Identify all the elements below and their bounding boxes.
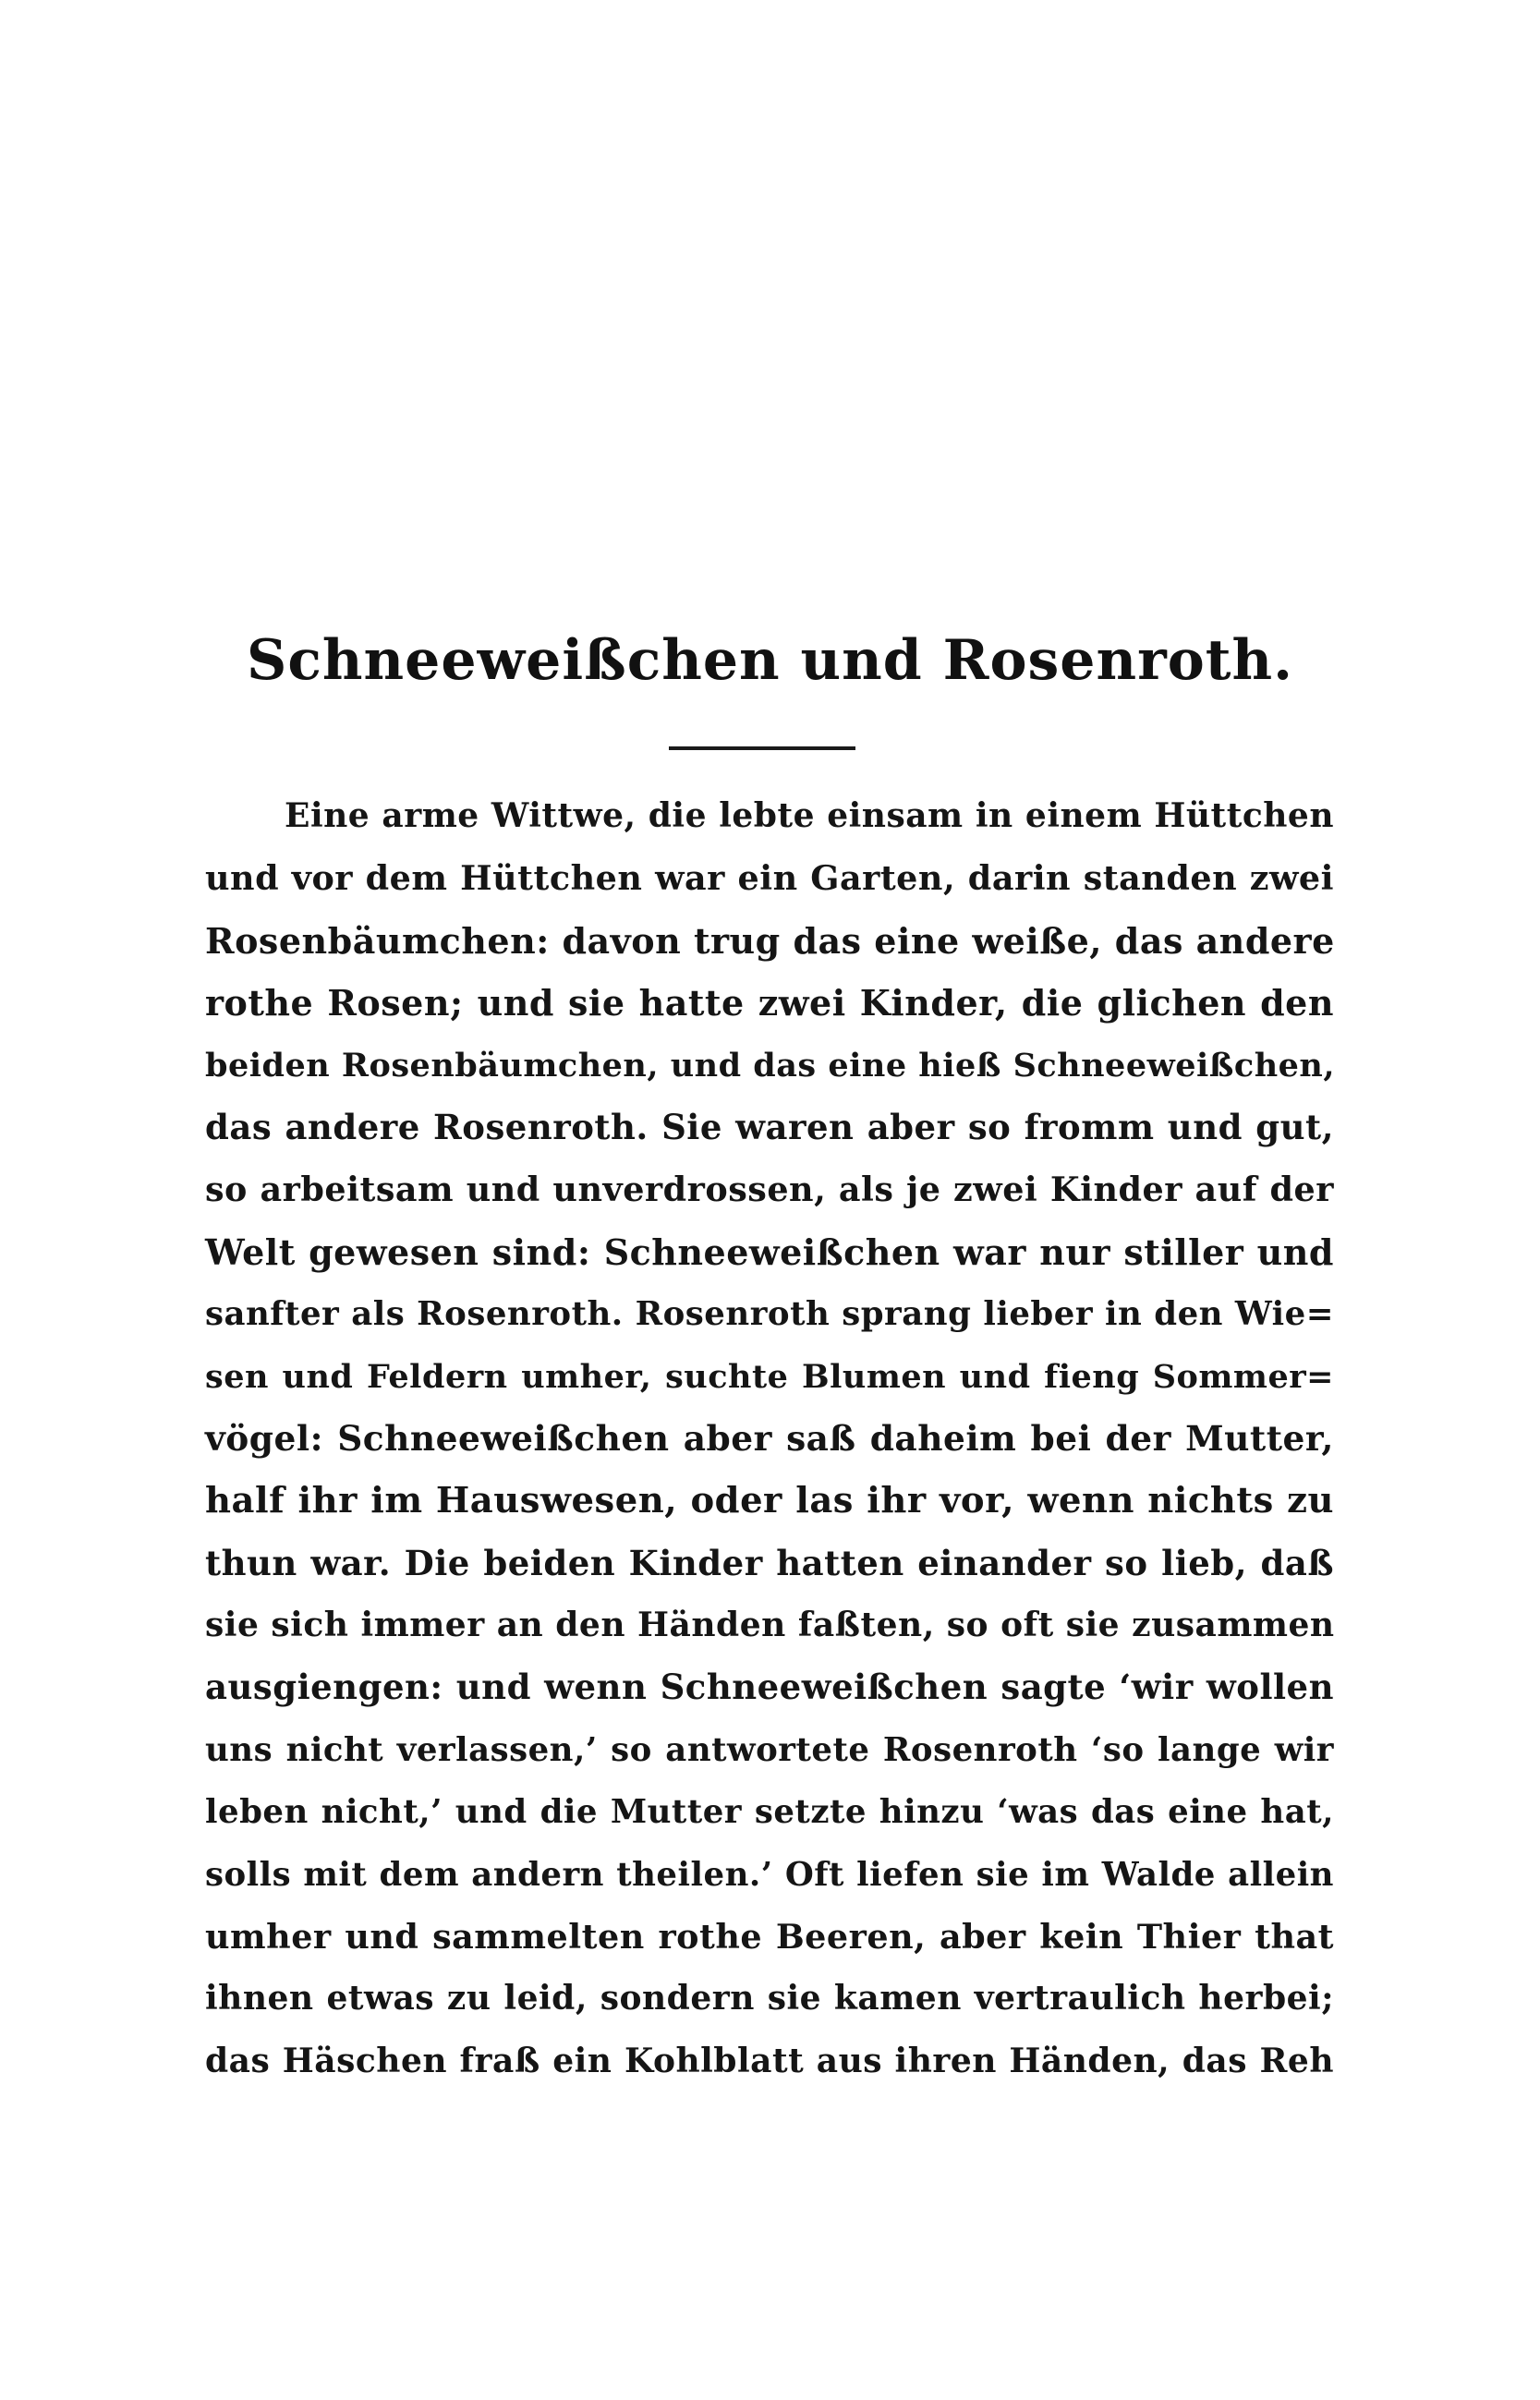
page-title: Schneeweißchen und Rosenroth. [247,628,1293,693]
title-divider [669,746,855,750]
text-line: vögel: Schneeweißchen aber saß daheim bei der Mutter, [205,1417,1334,1459]
text-line: thun war. Die beiden Kinder hatten einander so lieb, daß [205,1542,1334,1583]
text-line: das andere Rosenroth. Sie waren aber so fromm und gut, [205,1106,1334,1147]
text-line: das Häschen fraß ein Kohlblatt aus ihren Händen, das Reh [205,2041,1334,2080]
text-line: sie sich immer an den Händen faßten, so oft sie zusammen [205,1606,1335,1645]
text-line: Eine arme Wittwe, die lebte einsam in einem Hüttchen [285,796,1334,835]
text-line: sanfter als Rosenroth. Rosenroth sprang lieber in den Wie= [205,1295,1334,1334]
text-line: leben nicht,’ und die Mutter setzte hinzu ‘was das eine hat, [205,1793,1334,1832]
text-line: so arbeitsam und unverdrossen, als je zwei Kinder auf der [205,1170,1334,1210]
text-line: rothe Rosen; und sie hatte zwei Kinder, die glichen den [205,982,1334,1024]
text-line: ihnen etwas zu leid, sondern sie kamen vertraulich herbei; [205,1979,1334,2018]
text-line: Rosenbäumchen: davon trug das eine weiße, das andere [205,919,1335,962]
text-line: Welt gewesen sind: Schneeweißchen war nur stiller und [205,1230,1334,1273]
text-line: und vor dem Hüttchen war ein Garten, darin standen zwei [205,858,1334,899]
text-line: ausgiengen: und wenn Schneeweißchen sagte ‘wir wollen [205,1667,1334,1708]
text-line: solls mit dem andern theilen.’ Oft liefen sie im Walde allein [205,1855,1334,1894]
text-line: sen und Feldern umher, suchte Blumen und fieng Sommer= [205,1357,1334,1396]
text-line: umher und sammelten rothe Beeren, aber kein Thier that [205,1917,1334,1958]
text-line: beiden Rosenbäumchen, und das eine hieß Schneeweißchen, [205,1046,1336,1085]
text-line: half ihr im Hauswesen, oder las ihr vor, wenn nichts zu [205,1480,1334,1522]
text-line: uns nicht verlassen,’ so antwortete Rosenroth ‘so lange wir [205,1730,1334,1769]
body-paragraph [205,785,1334,2092]
